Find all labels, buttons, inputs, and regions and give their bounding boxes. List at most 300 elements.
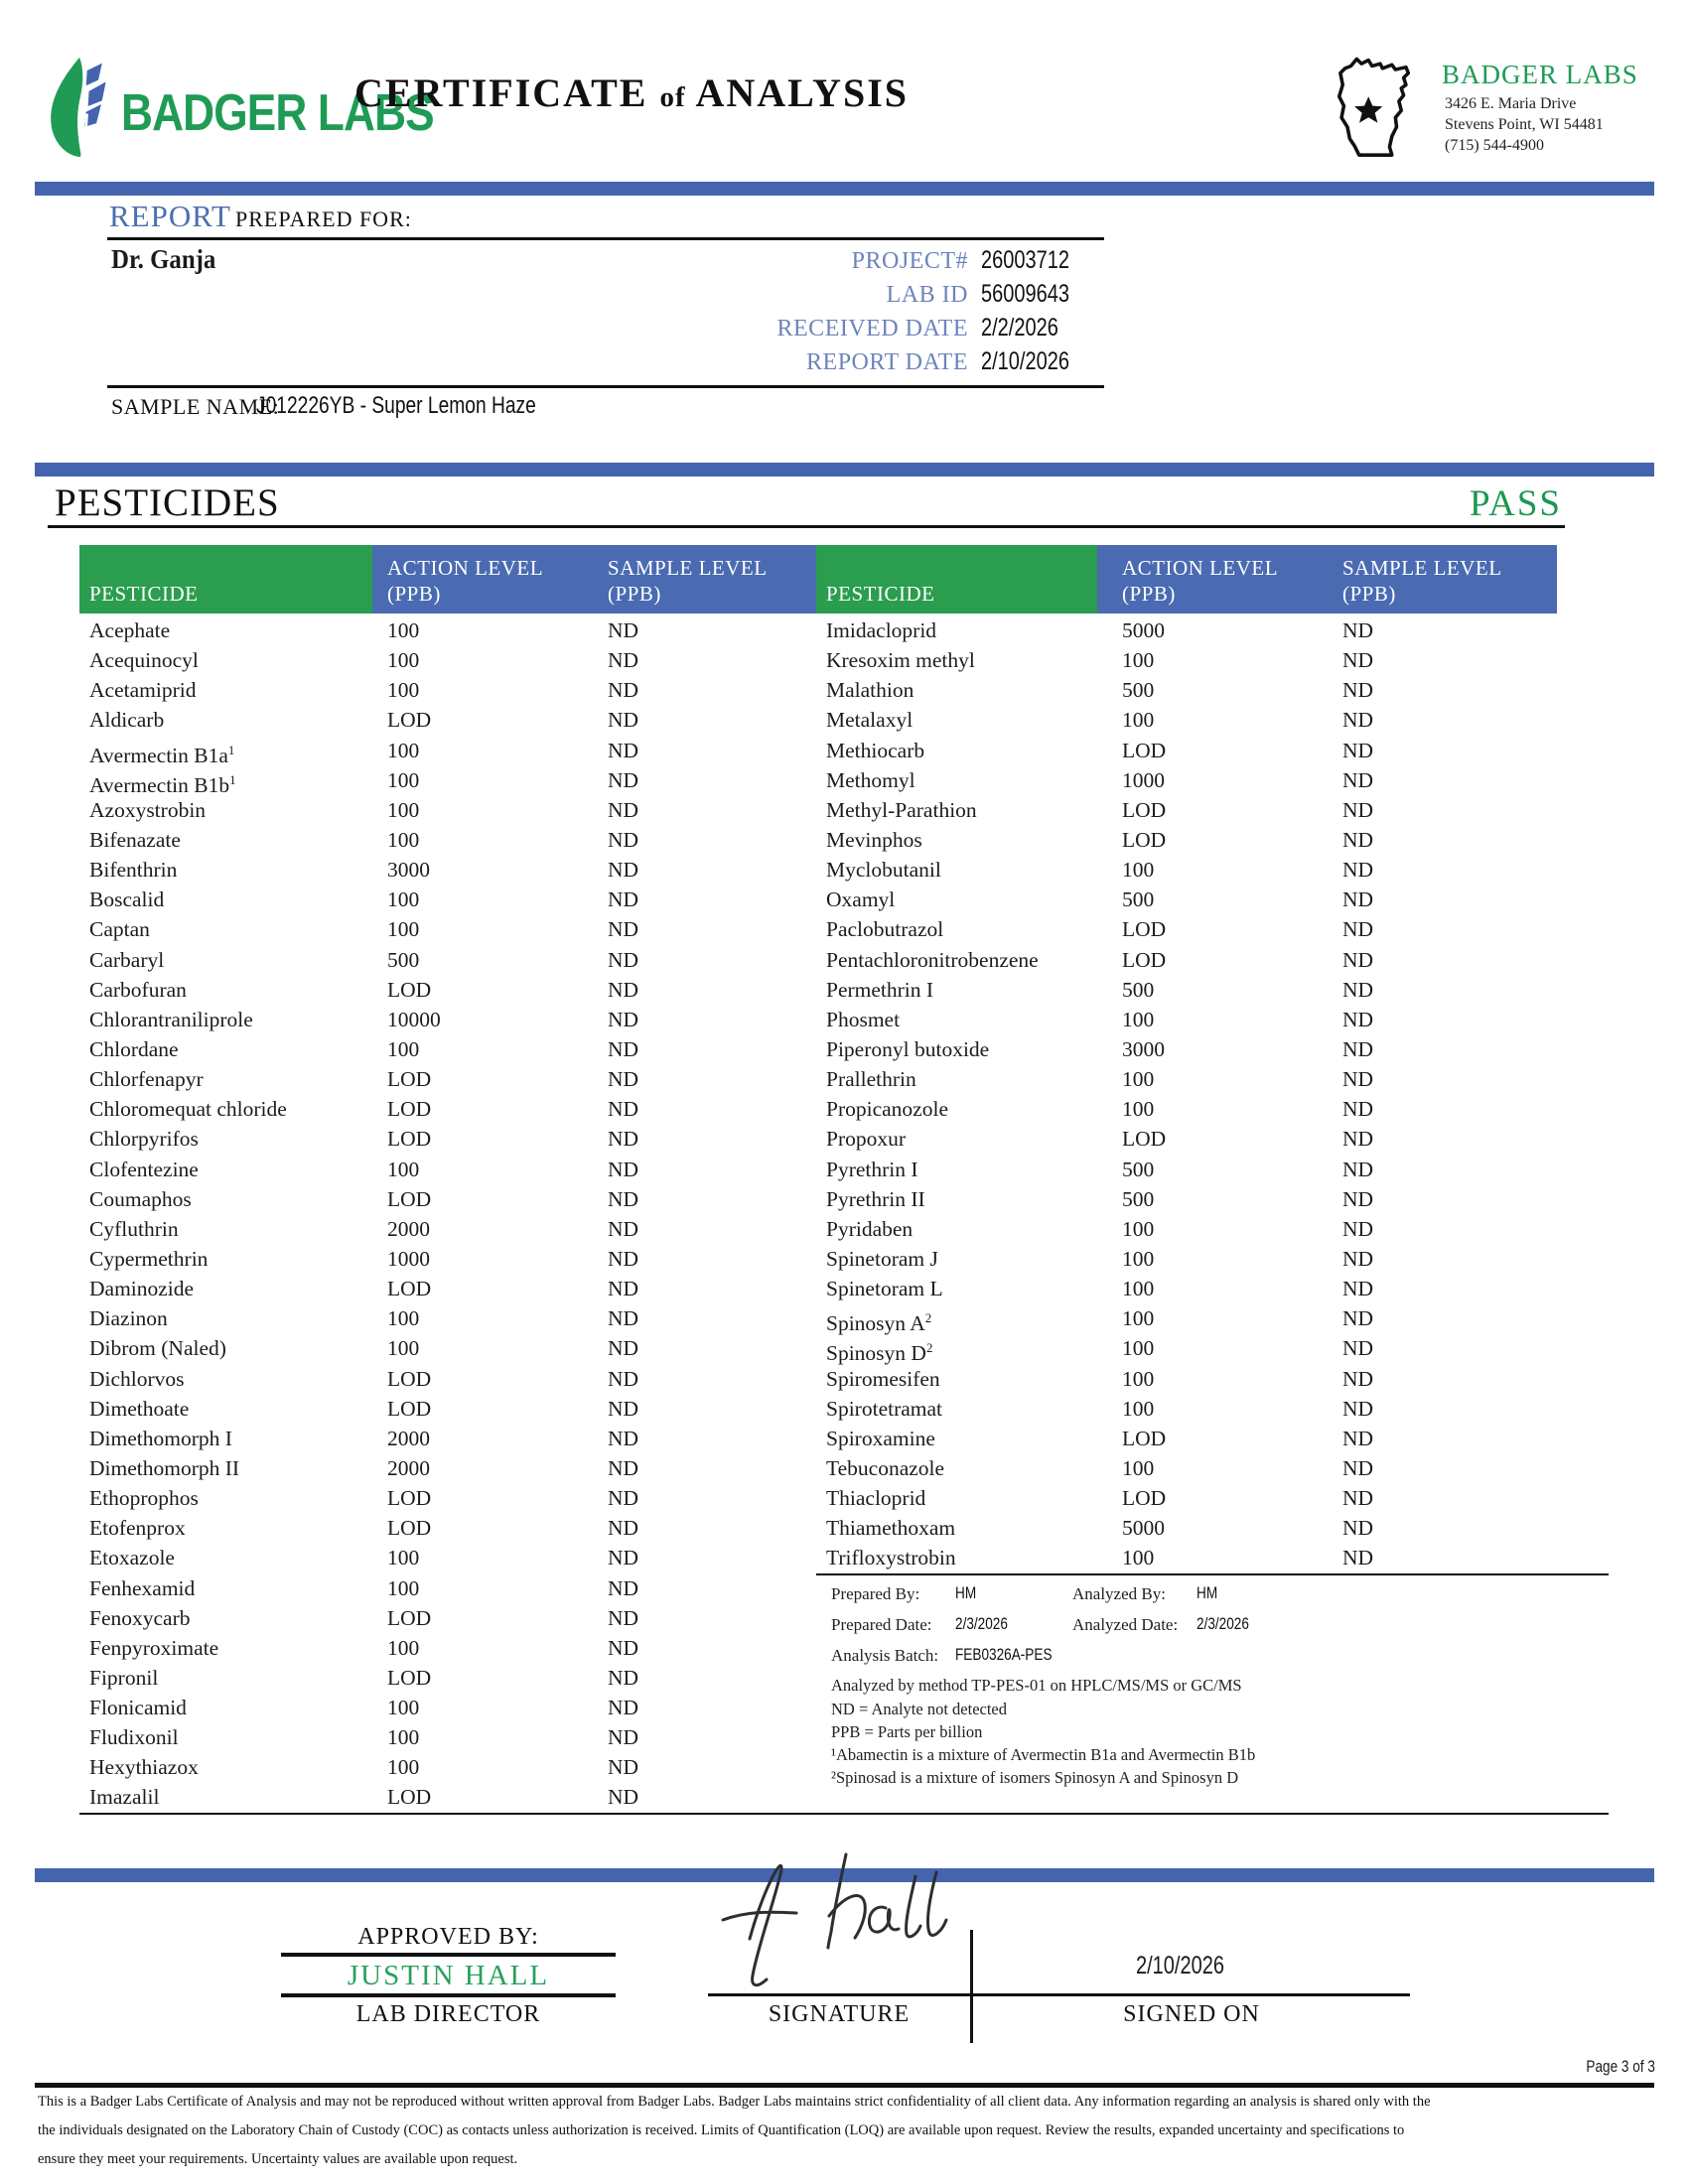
project-value-text: 26003712 [981,246,1069,274]
title-part2: ANALYSIS [695,70,910,115]
pesticide-name: Dimethoate [89,1396,190,1421]
action-level-value: LOD [387,1097,432,1122]
pesticide-name: Bifenthrin [89,858,178,883]
table-row [79,645,816,675]
action-level-value: 100 [1122,1277,1155,1301]
pesticide-name: Avermectin $B1a^1$ [89,743,235,767]
pesticide-name: Tebuconazole [826,1455,945,1480]
table-row [79,1155,816,1184]
pesticide-name: Chlordane [89,1036,179,1061]
table-row [816,1483,1609,1513]
prepared-date-text: 2/3/2026 [955,1614,1008,1633]
table-row [816,1155,1609,1184]
table-row [816,795,1609,825]
table-row [79,795,816,825]
action-level-value: 10000 [387,1007,441,1031]
sample-level-value: ND [1342,1426,1374,1450]
action-level-value: LOD [1122,947,1167,972]
table-row [79,975,816,1005]
table-row [816,855,1609,885]
pesticide-name: Phosmet [826,1007,901,1031]
pesticide-name: Cyfluthrin [89,1216,179,1241]
action-level-value: LOD [387,708,432,733]
table-bottom-rule [79,1813,1609,1815]
approver-rule-bottom [281,1993,616,1997]
pesticide-name: Spirotetramat [826,1396,943,1421]
project-label: PROJECT# [851,248,968,274]
sample-level-header-left [608,555,768,607]
table-row [79,675,816,705]
analyzed-date-label: Analyzed Date: [1072,1615,1179,1634]
action-level-label: ACTION LEVEL [1122,556,1279,580]
pesticide-name: Chlorpyrifos [89,1127,199,1152]
pesticide-name: Fenpyroximate [89,1635,219,1660]
approver-rule-top [281,1953,616,1957]
table-row [816,1094,1609,1124]
pesticide-name: Chlorfenapyr [89,1067,204,1092]
action-level-value: 100 [387,738,420,762]
method-note: Analyzed by method TP-PES-01 on HPLC/MS/MS or GC/MS [831,1676,1242,1695]
analyzed-date-text: 2/3/2026 [1196,1614,1249,1633]
action-level-value: 100 [1122,1455,1155,1480]
sample-level-value: ND [1342,1455,1374,1480]
table-row [816,1303,1609,1336]
sample-level-value: ND [608,1455,639,1480]
action-level-value: 100 [1122,1097,1155,1122]
prepared-for-label: PREPARED FOR: [235,206,412,231]
pesticide-name: Aldicarb [89,708,165,733]
sample-level-value: ND [1342,1277,1374,1301]
table-row [79,1244,816,1274]
sample-name-value [256,392,606,420]
sample-level-value: ND [1342,767,1374,792]
pesticide-name: Thiacloprid [826,1486,926,1511]
table-row [79,1752,816,1782]
table-row [816,975,1609,1005]
action-level-value: 500 [1122,977,1155,1002]
disclaimer-line-3: ensure they meet your requirements. Uncertainty values are available upon request. [38,2151,518,2167]
table-row [816,1543,1609,1572]
sample-level-value: ND [1342,648,1374,673]
pesticide-name: Boscalid [89,887,165,912]
pesticide-name: Azoxystrobin [89,797,207,822]
pesticide-table-right-column [816,615,1609,1573]
table-row [79,1394,816,1424]
sample-level-value: ND [608,1336,639,1361]
logo-wordmark: BADGER LABS [121,84,434,142]
pesticide-name: Spiroxamine [826,1426,935,1450]
table-row [816,615,1609,645]
sample-level-value: ND [608,827,639,852]
table-row [79,1094,816,1124]
pesticide-name: Paclobutrazol [826,917,944,942]
table-row [816,1274,1609,1303]
table-row [79,1005,816,1034]
pesticide-name: Pyridaben [826,1216,914,1241]
action-level-value: 500 [1122,1186,1155,1211]
sample-level-value: ND [1342,917,1374,942]
action-level-value: LOD [387,1067,432,1092]
sample-level-value: ND [1342,947,1374,972]
action-level-value: 100 [1122,1336,1155,1361]
table-row [79,1303,816,1333]
report-date-label: REPORT DATE [806,349,968,375]
table-row [816,1513,1609,1543]
lab-id-value-text: 56009643 [981,280,1069,308]
action-level-value: 100 [387,917,420,942]
table-row [79,1424,816,1453]
sample-level-value: ND [608,1516,639,1541]
report-rule-top [107,237,1104,240]
table-row [79,1573,816,1603]
sample-level-value: ND [608,1785,639,1810]
action-level-value: 500 [1122,678,1155,703]
section-rule [48,525,1565,528]
table-row [79,1274,816,1303]
client-name: Dr. Ganja [111,244,216,274]
action-level-value: LOD [387,1605,432,1630]
table-row [816,645,1609,675]
pesticide-table-left-column [79,615,816,1813]
prepared-date-value [955,1614,1021,1634]
sample-level-value: ND [608,917,639,942]
table-row [816,1184,1609,1214]
section-title: PESTICIDES [55,481,280,524]
pesticide-name: Ethoprophos [89,1486,199,1511]
sample-level-value: ND [608,1157,639,1181]
action-level-value: LOD [387,1516,432,1541]
pesticide-name: Spinosyn $A^2$ [826,1311,932,1336]
table-row [79,1722,816,1752]
pesticide-name: Piperonyl butoxide [826,1036,990,1061]
action-level-value: 100 [387,1336,420,1361]
action-level-value: LOD [387,1785,432,1810]
lab-id-label: LAB ID [886,282,968,308]
table-row [816,1034,1609,1064]
sample-level-value: ND [608,648,639,673]
table-row [79,945,816,975]
footer-rule [35,2083,1654,2088]
action-level-value: 100 [387,1755,420,1780]
sample-level-label: SAMPLE LEVEL [1342,556,1502,580]
table-row [79,1184,816,1214]
prepared-by-text: HM [955,1583,977,1602]
table-row [816,765,1609,795]
sample-level-value: ND [1342,1396,1374,1421]
action-level-value: 500 [1122,887,1155,912]
sample-level-value: ND [608,1186,639,1211]
header-cell-pesticide-right [816,545,1097,614]
table-row [79,615,816,645]
table-row [79,1124,816,1154]
action-level-value: 5000 [1122,1516,1165,1541]
action-level-value: 100 [387,1725,420,1750]
sample-level-value: ND [1342,738,1374,762]
sample-level-value: ND [1342,1007,1374,1031]
sample-name-text: J012226YB - Super Lemon Haze [256,392,536,419]
sample-level-value: ND [1342,1336,1374,1361]
table-row [816,1333,1609,1366]
action-level-value: 100 [1122,708,1155,733]
table-row [79,1513,816,1543]
table-row [79,765,816,795]
page-number-text: Page 3 of 3 [1586,2057,1655,2076]
sample-level-value: ND [608,1246,639,1271]
sample-level-value: ND [608,1635,639,1660]
sample-level-value: ND [1342,858,1374,883]
sample-level-value: ND [1342,1097,1374,1122]
title-of: of [659,81,686,113]
action-level-value: 100 [1122,1396,1155,1421]
action-level-value: LOD [1122,1486,1167,1511]
sample-level-value: ND [1342,827,1374,852]
sample-level-value: ND [608,1605,639,1630]
sample-level-value: ND [608,1546,639,1570]
action-level-value: 100 [387,1575,420,1600]
action-level-value: 100 [1122,1366,1155,1391]
pesticide-name: Thiamethoxam [826,1516,956,1541]
received-date-value-text: 2/2/2026 [981,314,1058,341]
action-level-value: 100 [387,1036,420,1061]
table-row [79,1214,816,1244]
report-date-value-text: 2/10/2026 [981,347,1069,375]
action-level-value: 100 [387,618,420,642]
action-level-value: 100 [387,1157,420,1181]
action-level-unit: (PPB) [387,582,441,606]
table-row [816,1064,1609,1094]
sample-level-unit: (PPB) [1342,582,1396,606]
action-level-value: LOD [1122,827,1167,852]
sample-level-value: ND [1342,1516,1374,1541]
action-level-value: LOD [387,1127,432,1152]
table-row [79,736,816,765]
action-level-value: 3000 [1122,1036,1165,1061]
sample-level-value: ND [1342,1216,1374,1241]
action-level-value: LOD [387,1366,432,1391]
pesticide-name: Metalaxyl [826,708,914,733]
sample-level-value: ND [608,1277,639,1301]
action-level-value: 100 [1122,1306,1155,1331]
sample-level-value: ND [608,1396,639,1421]
action-level-value: 100 [1122,1216,1155,1241]
sample-level-value: ND [608,708,639,733]
action-level-value: LOD [1122,738,1167,762]
pesticide-name: Acetamiprid [89,678,197,703]
leaf-logo-icon [44,56,119,159]
page-title [354,69,910,116]
result-badge: PASS [1469,483,1562,524]
signed-on-label: SIGNED ON [1123,2001,1260,2027]
prepared-by-label: Prepared By: [831,1584,920,1603]
action-level-value: 3000 [387,858,430,883]
sample-level-unit: (PPB) [608,582,661,606]
pesticide-name: Propoxur [826,1127,907,1152]
pesticide-name: Hexythiazox [89,1755,199,1780]
table-row [816,825,1609,855]
pesticide-name: Dichlorvos [89,1366,185,1391]
action-level-value: 100 [387,827,420,852]
sample-level-value: ND [1342,1366,1374,1391]
action-level-value: 1000 [387,1246,430,1271]
action-level-value: 500 [1122,1157,1155,1181]
action-level-value: LOD [1122,1426,1167,1450]
sample-level-value: ND [608,1696,639,1720]
table-row [816,1453,1609,1483]
table-row [79,1483,816,1513]
action-level-value: 100 [1122,1067,1155,1092]
pesticide-name: Chlorantraniliprole [89,1007,253,1031]
pesticide-name: Coumaphos [89,1186,192,1211]
pesticide-name: Pyrethrin I [826,1157,918,1181]
approver-title: LAB DIRECTOR [355,2001,541,2027]
action-level-value: 100 [1122,858,1155,883]
pesticide-name: Spinosyn $D^2$ [826,1341,933,1366]
analyzed-by-label: Analyzed By: [1072,1584,1166,1603]
table-row [816,914,1609,944]
action-level-value: 2000 [387,1455,430,1480]
action-level-value: 100 [387,1696,420,1720]
sample-level-value: ND [608,1306,639,1331]
action-level-value: LOD [387,1396,432,1421]
action-level-value: LOD [1122,917,1167,942]
signed-on-rule [973,1993,1410,1996]
pesticide-name: Pentachloronitrobenzene [826,947,1039,972]
sample-level-value: ND [1342,1246,1374,1271]
pesticide-name: Prallethrin [826,1067,916,1092]
prepared-date-label: Prepared Date: [831,1615,932,1634]
lab-phone: (715) 544-4900 [1445,137,1544,154]
pesticide-name: Malathion [826,678,914,703]
pesticide-name: Avermectin $B1b^1$ [89,772,236,797]
action-level-unit: (PPB) [1122,582,1176,606]
sample-level-value: ND [1342,1486,1374,1511]
sample-level-value: ND [608,767,639,792]
action-level-value: 100 [1122,1007,1155,1031]
sample-level-value: ND [1342,1157,1374,1181]
spinosad-note: ²Spinosad is a mixture of isomers Spinosyn A and Spinosyn D [831,1768,1239,1787]
table-row [816,1364,1609,1394]
nd-definition-note: ND = Analyte not detected [831,1700,1008,1718]
sample-level-value: ND [608,1755,639,1780]
received-date-label: RECEIVED DATE [776,316,968,341]
table-row [79,885,816,914]
sample-level-value: ND [608,618,639,642]
pesticide-name: Diazinon [89,1306,168,1331]
table-row [816,675,1609,705]
pesticide-name: Fenhexamid [89,1575,196,1600]
sample-level-value: ND [608,1665,639,1690]
pesticide-name: Carbofuran [89,977,187,1002]
pesticide-name: Captan [89,917,150,942]
approver-name: JUSTIN HALL [347,1960,550,1991]
sample-level-value: ND [608,858,639,883]
action-level-value: LOD [387,1486,432,1511]
disclaimer-line-1: This is a Badger Labs Certificate of Analysis and may not be reproduced without written approval from Badger Labs. Badger Labs maintains strict confidentiality of all client data. Any information regarding an analysis is shared only with the [38,2094,1431,2110]
table-row [816,1424,1609,1453]
action-level-value: 100 [387,797,420,822]
signature-label: SIGNATURE [768,2001,911,2027]
action-level-label: ACTION LEVEL [387,556,544,580]
lab-address-line2: Stevens Point, WI 54481 [1445,116,1604,133]
action-level-value: LOD [387,1277,432,1301]
sample-level-label: SAMPLE LEVEL [608,556,768,580]
signed-on-date [993,1952,1390,1980]
sample-level-header-right [1342,555,1502,607]
pesticide-name: Propicanozole [826,1097,948,1122]
action-level-value: 100 [387,1546,420,1570]
pesticide-name: Acephate [89,618,171,642]
pesticide-name: Spinetoram L [826,1277,943,1301]
sample-level-value: ND [608,1216,639,1241]
action-level-value: LOD [387,1665,432,1690]
wisconsin-state-icon [1321,50,1440,167]
pesticide-name: Myclobutanil [826,858,941,883]
table-row [79,1453,816,1483]
lab-name: BADGER LABS [1442,60,1638,89]
pesticide-name: Acequinocyl [89,648,199,673]
report-heading [109,199,412,234]
action-level-value: 100 [1122,1246,1155,1271]
sample-level-value: ND [608,947,639,972]
header-cell-levels-left [372,545,816,614]
sample-level-value: ND [1342,1067,1374,1092]
table-row [816,885,1609,914]
action-level-value: 2000 [387,1216,430,1241]
table-row [816,945,1609,975]
pesticide-name: Oxamyl [826,887,896,912]
pesticide-name: Chloromequat chloride [89,1097,287,1122]
sample-level-value: ND [608,1036,639,1061]
table-row [816,1124,1609,1154]
action-level-header-right [1122,555,1278,607]
pesticide-name: Imidacloprid [826,618,937,642]
table-row [79,1603,816,1633]
pesticide-name: Cypermethrin [89,1246,209,1271]
header-cell-levels-right [1097,545,1557,614]
table-row [79,825,816,855]
action-level-value: 1000 [1122,767,1165,792]
sample-level-value: ND [608,1575,639,1600]
divider-bar-section [35,463,1654,477]
pesticide-name: Imazalil [89,1785,160,1810]
sample-level-value: ND [1342,1546,1374,1570]
pesticide-name: Etofenprox [89,1516,186,1541]
analyzed-by-value [1196,1583,1222,1603]
ppb-definition-note: PPB = Parts per billion [831,1722,983,1741]
sample-level-value: ND [608,1097,639,1122]
analyzed-date-value [1196,1614,1262,1634]
sample-name-label: SAMPLE NAME: [111,394,280,419]
action-level-value: 100 [387,678,420,703]
action-level-value: 100 [1122,1546,1155,1570]
action-level-value: 100 [387,1306,420,1331]
page-number [1569,2057,1655,2077]
signature-rule [708,1993,970,1996]
table-row [79,1782,816,1812]
table-row [816,736,1609,765]
pesticide-name: Pyrethrin II [826,1186,925,1211]
report-word: REPORT [109,199,231,233]
table-row [79,1543,816,1572]
action-level-value: 100 [1122,648,1155,673]
table-row [79,914,816,944]
pesticide-name: Etoxazole [89,1546,175,1570]
received-date-value [981,314,1077,342]
sample-level-value: ND [608,1426,639,1450]
action-level-value: LOD [387,977,432,1002]
pesticide-name: Methiocarb [826,738,925,762]
pesticide-name: Flonicamid [89,1696,187,1720]
